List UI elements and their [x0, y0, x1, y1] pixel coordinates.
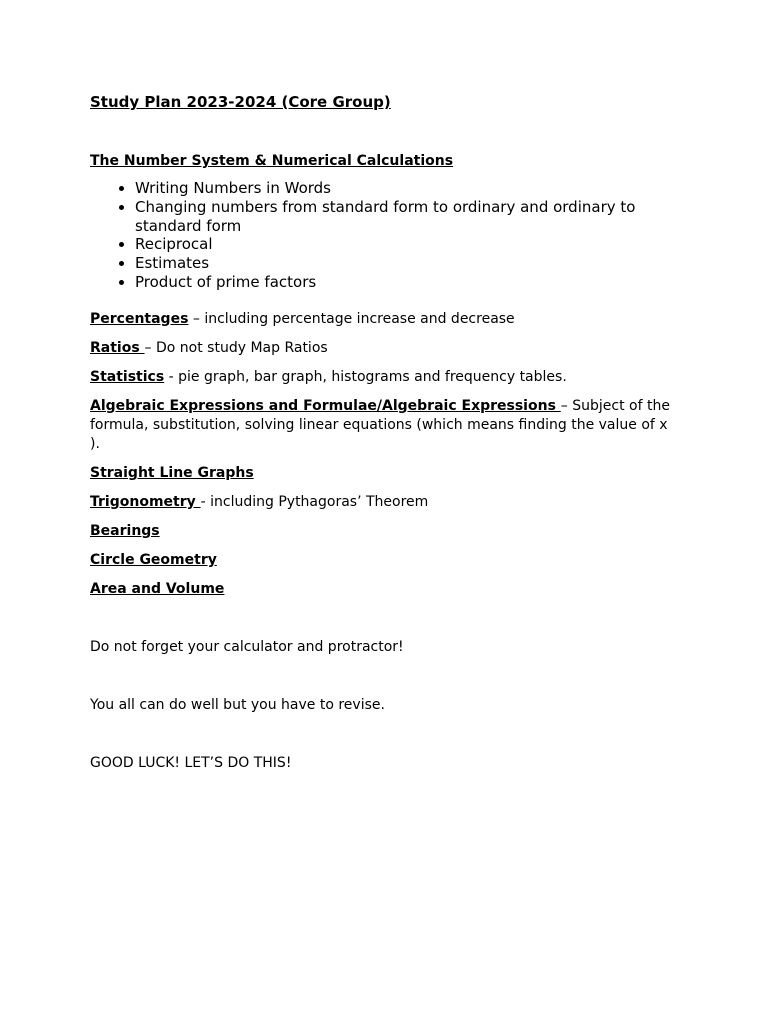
list-item: • Reciprocal [135, 235, 680, 254]
topic-heading: Percentages [90, 310, 189, 327]
list-item: • Changing numbers from standard form to ordinary and ordinary to standard form [135, 198, 680, 236]
bullet-list [90, 179, 680, 292]
topic-heading: Area and Volume [90, 580, 225, 597]
topic-heading: Algebraic Expressions and Formulae/Algebraic Expressions [90, 397, 561, 414]
topic-description: – including percentage increase and decrease [188, 310, 515, 327]
list-item: • Writing Numbers in Words [135, 179, 680, 198]
topic-ratios [90, 339, 680, 358]
topic-area-volume [90, 580, 680, 599]
note-good-luck: GOOD LUCK! LET’S DO THIS! [90, 754, 292, 771]
document-title: Study Plan 2023-2024 (Core Group) [90, 93, 391, 111]
topic-description: - pie graph, bar graph, histograms and frequency tables. [164, 368, 567, 385]
document-page [90, 92, 680, 773]
note-calculator: Do not forget your calculator and protractor! [90, 638, 404, 655]
topic-percentages [90, 310, 680, 329]
topic-heading: Ratios [90, 339, 145, 356]
topic-heading: Circle Geometry [90, 551, 217, 568]
list-item: • Product of prime factors [135, 273, 680, 292]
topic-algebra [90, 397, 680, 454]
note-revise: You all can do well but you have to revise. [90, 696, 385, 713]
topic-heading: Trigonometry [90, 493, 201, 510]
topic-trigonometry [90, 493, 680, 512]
topic-description: - including Pythagoras’ Theorem [200, 493, 429, 510]
section-heading: The Number System & Numerical Calculations [90, 153, 454, 169]
topic-heading: Bearings [90, 522, 160, 539]
topic-heading: Statistics [90, 368, 165, 385]
list-item: • Estimates [135, 254, 680, 273]
topic-description: – Subject of the formula, substitution, solving linear equations (which means finding the value of x ). [90, 397, 670, 452]
topic-heading: Straight Line Graphs [90, 464, 254, 481]
topic-description: – Do not study Map Ratios [144, 339, 328, 356]
topic-straight-line-graphs [90, 464, 680, 483]
topic-bearings [90, 522, 680, 541]
topic-statistics [90, 368, 680, 387]
topic-circle-geometry [90, 551, 680, 570]
